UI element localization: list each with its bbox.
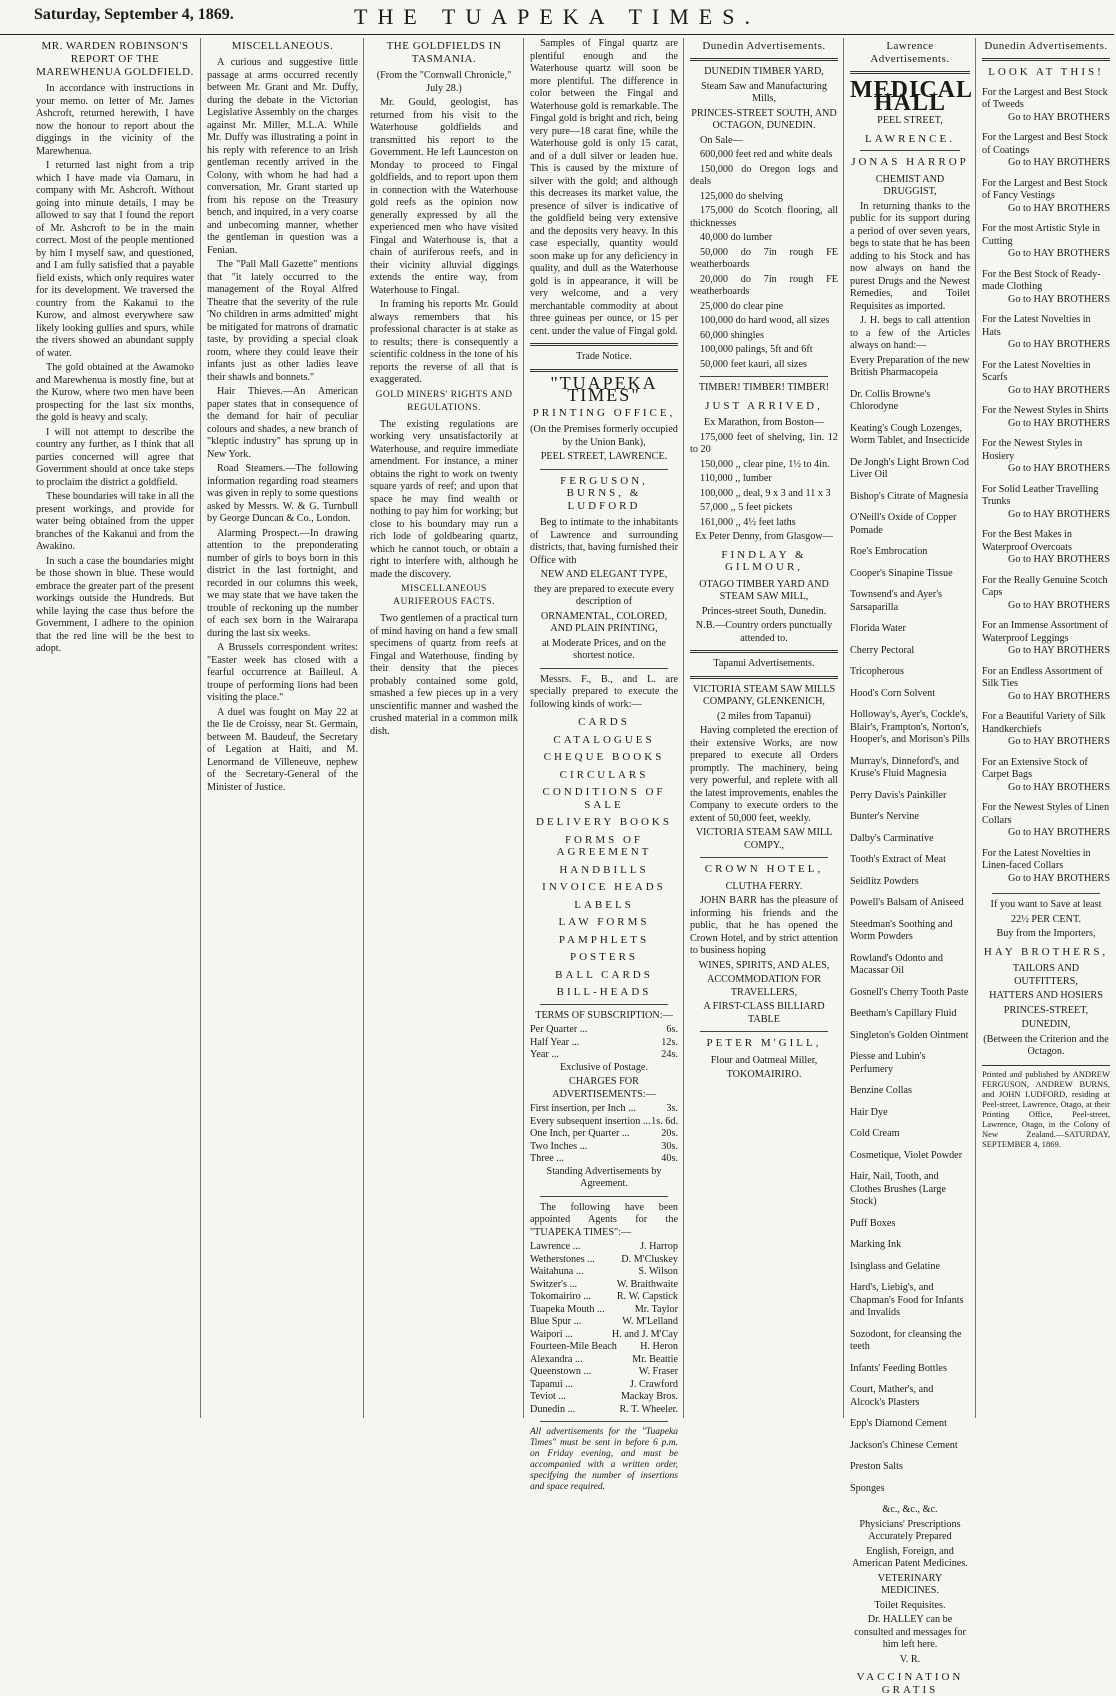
work-item: CONDITIONS OF SALE <box>542 786 666 811</box>
paragraph: A duel was fought on May 22 at the Ile de Croissy, near St. Germain, between M. Baudeuf, the Secretary of Legation at Haiti, and M. Lenormand de Villeneuve, nephew of the Secretary-General of the Minister of Justice. <box>207 706 358 793</box>
agent-row: Tapanui ... J. Crawford <box>530 1378 678 1390</box>
product-item: Steedman's Soothing and Worm Powders <box>850 918 953 942</box>
paragraph: In such a case the boundaries might be those shown in blue. These would embrace the greater part of the present workings outside the Hundreds. But while laying the case thus before the Government, I adhere to the opinion that the red line will be the best to adopt. <box>36 555 194 654</box>
ad-text: English, Foreign, and American Patent Medicines. <box>852 1545 968 1569</box>
column-miscellaneous <box>200 38 364 1418</box>
ad-line: 175,000 feet of shelving, 1in. 12 to 20 <box>690 431 838 455</box>
ad-line: 57,000 ,, 5 feet pickets <box>700 502 793 513</box>
ad-title: TIMBER! TIMBER! TIMBER! <box>698 382 830 393</box>
divider <box>540 1421 668 1422</box>
ad-line: 110,000 ,, lumber <box>700 473 772 484</box>
ad-line: 100,000 palings, 5ft and 6ft <box>700 344 813 355</box>
work-item: CHEQUE BOOKS <box>543 751 665 763</box>
ad-heading: A FIRST-CLASS BILLIARD TABLE <box>703 1001 825 1025</box>
ad-text: N.B.—Country orders punctually attended to. <box>695 620 833 644</box>
ad-text: Ex Marathon, from Boston— <box>704 417 824 428</box>
work-item: INVOICE HEADS <box>542 881 666 893</box>
paragraph: The existing regulations are working very unsatisfactorily at Waterhouse, and require immediate amendment. For instance, a miner obtains the right to work on twenty square yards of reef; and upon that space he may find wealth or nothing to pay him for working; but close to his boundary may run a rich lode of goldbearing quartz, which he cannot touch, or obtain a right to interfere with, although he made the discovery. <box>370 418 518 580</box>
work-item: HANDBILLS <box>559 863 649 876</box>
standing-note: Standing Advertisements by Agreement. <box>546 1165 662 1189</box>
ad-address: TOKOMAIRIRO. <box>726 1069 802 1080</box>
hay-line: For an Endless Assortment of Silk Ties Go to HAY BROTHERS <box>982 665 1110 702</box>
ad-text: Dr. HALLEY can be consulted and messages for him left here. <box>854 1614 966 1650</box>
hay-line: For an Immense Assortment of Waterproof Leggings Go to HAY BROTHERS <box>982 620 1110 656</box>
etc-text: &c., &c., &c. <box>882 1504 938 1515</box>
ad-line: 150,000 ,, clear pine, 1½ to 4in. <box>700 458 830 470</box>
work-item: CATALOGUES <box>553 733 655 746</box>
ad-text: Physicians' Prescriptions Accurately Prepared <box>859 1518 961 1542</box>
agent-row: Blue Spur ... W. M'Lelland <box>530 1316 678 1327</box>
ad-heading: VETERINARY MEDICINES. <box>877 1572 943 1596</box>
product-item: Hard's, Liebig's, and Chapman's Food for Infants and Invalids <box>850 1282 964 1318</box>
paragraph: These boundaries will take in all the present workings, and provide for water being obtained from the upper branches of the Kakanui and from the Awakino. <box>36 491 194 552</box>
ad-text: Toilet Requisites. <box>874 1599 946 1611</box>
terms-row: Half Year ... 12s. <box>530 1036 678 1048</box>
agent-row: Tokomairiro ... R. W. Capstick <box>530 1291 678 1302</box>
ad-heading: HATTERS AND HOSIERS <box>989 990 1103 1001</box>
ad-title: JUST ARRIVED, <box>705 399 823 412</box>
section-title: MISCELLANEOUS. <box>231 40 334 52</box>
column-hay-brothers <box>975 38 1116 1418</box>
product-item: Bunter's Nervine <box>850 811 919 822</box>
agent-row: Teviot ... Mackay Bros. <box>530 1391 678 1402</box>
divider <box>540 1004 668 1005</box>
section-heading: Dunedin Advertisements. <box>984 40 1108 52</box>
charges-row: Every subsequent insertion ... 1s. 6d. <box>530 1115 678 1127</box>
work-item: LABELS <box>574 898 634 911</box>
column-lawrence-ads <box>843 38 976 1696</box>
ad-heading: TAILORS AND OUTFITTERS, <box>1012 963 1080 987</box>
ad-text: On Sale— <box>700 134 743 146</box>
product-item: Rowland's Odonto and Macassar Oil <box>850 952 943 976</box>
divider <box>530 343 678 346</box>
paragraph: The gold obtained at the Awamoko and Marewhenua is mostly fine, but at the Kurow, where two men have been prospecting for the last six months, the gold is heavy and scaly. <box>36 362 194 423</box>
agent-row: Queenstown ... W. Fraser <box>530 1366 678 1377</box>
ad-subtitle: Flour and Oatmeal Miller, <box>710 1054 818 1066</box>
product-item: Hood's Corn Solvent <box>850 687 936 699</box>
charges-row: Three ... 40s. <box>530 1153 678 1164</box>
ad-text: JOHN BARR has the pleasure of informing his friends and the public, that he has opened the Crown Hotel, and by strict attention to business hoping <box>690 895 838 956</box>
notes-text: All advertisements for the "Tuapeka Times" must be sent in before 6 p.m. on Friday evening, and must be accompanied with a written order, specifying the number of insertions and space required. <box>530 1427 678 1492</box>
product-item: Roe's Embrocation <box>850 546 928 557</box>
paragraph: Hair Thieves.—An American paper states that in consequence of the demand for hair of peculiar colours and shades, a new branch of "kleptic industry" has sprung up in New York. <box>207 386 358 460</box>
section-heading: Lawrence Advertisements. <box>870 40 950 65</box>
article-title: MR. WARDEN ROBINSON'S REPORT OF THE MAREWHENUA GOLDFIELD. <box>36 40 194 78</box>
paragraph: I will not attempt to describe the country any further, as I think that all parties concerned will agree that Government should at once take steps to proclaim the district a goldfield. <box>36 426 194 488</box>
ad-line: 50,000 feet kauri, all sizes <box>700 358 807 370</box>
hay-line: For an Extensive Stock of Carpet Bags Go to HAY BROTHERS <box>982 756 1110 793</box>
ad-address: DUNEDIN, <box>1021 1019 1071 1030</box>
masthead <box>0 0 1114 35</box>
ad-signature: VICTORIA STEAM SAW MILL COMPY., <box>695 827 833 851</box>
ad-headline: LOOK AT THIS! <box>988 66 1104 78</box>
ad-line: 600,000 feet red and white deals <box>700 149 833 160</box>
charges-title: CHARGES FOR ADVERTISEMENTS:— <box>552 1076 656 1100</box>
paragraph: Mr. Gould, geologist, has returned from his visit to the Waterhouse goldfields and transmitted his report to the Government. He left Launceston on Monday to proceed to Fingal goldfields, and to report upon them in connection with the Waterhouse gold reefs as the opinion now generally expressed by all the experienced men who have visited Fingal and Waterhouse is, that a chain of auriferous reefs, and in their vicinity alluvial diggings extends the entire way, from Waterhouse to Fingal. <box>370 97 518 296</box>
work-item: BALL CARDS <box>555 968 653 981</box>
product-item: Infants' Feeding Bottles <box>850 1362 947 1374</box>
product-item: Florida Water <box>850 623 906 634</box>
product-item: Epp's Diamond Cement <box>850 1418 947 1429</box>
postage-note: Exclusive of Postage. <box>560 1061 648 1073</box>
colophon: Printed and published by ANDREW FERGUSON, ANDREW BURNS, and JOHN LUDFORD, residing at Peel-street, Lawrence, Otago, at their Printing Office, Peel-street, Lawrence, Otago, in the Colony of New Zealand.—SATURDAY, SEPTEMBER 4, 1869. <box>982 1065 1110 1149</box>
street-address: PEEL STREET, LAWRENCE. <box>540 451 668 462</box>
vr-mark: V. R. <box>899 1653 921 1665</box>
paragraph: Samples of Fingal quartz are plentiful enough and the Waterhouse quartz will soon be more plentiful. The difference in color between the Fingal and Waterhouse gold is remarkable. The Fingal gold is bright and rich, being very pure—18 carat fine, while the Waterhouse gold is only 15 carat, and of a dull silver or leaden hue. This is caused by the mixture of silver with the gold; and although this decreases its market value, the presence of silver is indicative of the goldfield being very extensive and the deposits very heavy. In this case especially, quantity would soon make up for any deficiency in quality, and dull as the Waterhouse gold is in appearance, it will be very welcome, and a very merchantable commodity at about three guineas per ounce, or 15 per cent. under the value of Fingal gold. <box>530 38 678 337</box>
ad-line: 25,000 do clear pine <box>700 300 784 312</box>
product-item: Cherry Pectoral <box>850 644 915 656</box>
paragraph: I returned last night from a trip which I have made via Oamaru, in company with Mr. Ashcroft. Without going into minute details, I may be allowed to say that I found the report of Mr. Ashcroft to be in the main correct. Most of the people mentioned by him I myself saw, and questioned, and I am fully satisfied that a payable field exists, which only requires water for its development. We traversed the country from the Kakanui to the Kurow, and almost everywhere saw likely looking gullies and spurs, while the rivers showed an abundant supply of water. <box>36 160 194 359</box>
ad-heading: 22½ PER CENT. <box>1011 913 1081 925</box>
product-item: Cold Cream <box>850 1128 900 1139</box>
ad-line: 150,000 do Oregon logs and deals <box>690 163 838 187</box>
product-item: Townsend's and Ayer's Sarsaparilla <box>850 589 942 613</box>
ad-address: PEEL STREET, <box>877 115 943 126</box>
paragraph: at Moderate Prices, and on the shortest notice. <box>542 637 666 661</box>
firm-name: FERGUSON, BURNS, & LUDFORD <box>560 474 648 512</box>
work-item: POSTERS <box>569 951 639 963</box>
charges-row: One Inch, per Quarter ... 20s. <box>530 1128 678 1139</box>
product-item: Bishop's Citrate of Magnesia <box>850 490 969 502</box>
agent-row: Alexandra ... Mr. Beattie <box>530 1353 678 1365</box>
product-item: Murray's, Dinneford's, and Kruse's Fluid Magnesia <box>850 755 959 779</box>
divider <box>530 369 678 372</box>
divider <box>540 668 668 669</box>
hay-line: For the most Artistic Style in Cutting Go to HAY BROTHERS <box>982 223 1110 259</box>
divider <box>690 676 838 679</box>
ad-heading: VACCINATION GRATIS <box>856 1671 964 1696</box>
brand-title: "TUAPEKA TIMES" <box>550 372 658 405</box>
ad-line: 161,000 ,, 4½ feet laths <box>700 516 796 528</box>
paragraph: Messrs. F., B., and L. are specially prepared to execute the following kinds of work:— <box>530 673 678 710</box>
subheading: GOLD MINERS' RIGHTS AND REGULATIONS. <box>375 389 513 413</box>
ad-title: FINDLAY & GILMOUR, <box>721 548 807 573</box>
chemist-trade: CHEMIST AND DRUGGIST, <box>875 173 945 197</box>
agent-row: Waitahuna ... S. Wilson <box>530 1266 678 1277</box>
charges-row: First insertion, per Inch ... 3s. <box>530 1103 678 1114</box>
ornamental-heading: ORNAMENTAL, COLORED, AND PLAIN PRINTING, <box>540 610 668 634</box>
ad-line: 60,000 shingles <box>700 329 764 341</box>
divider <box>982 58 1110 61</box>
section-heading: Dunedin Advertisements. <box>702 40 826 52</box>
product-item: Court, Mather's, and Alcock's Plasters <box>850 1384 934 1408</box>
column-warden-report <box>30 38 200 1418</box>
work-item: CARDS <box>578 716 630 728</box>
ad-line: 100,000 ,, deal, 9 x 3 and 11 x 3 <box>700 487 831 499</box>
product-item: Keating's Cough Lozenges, Worm Tablet, and Insecticide <box>850 422 970 446</box>
divider <box>690 650 838 653</box>
product-item: Jackson's Chinese Cement <box>850 1439 958 1451</box>
work-item: PAMPHLETS <box>558 933 650 946</box>
ad-subtitle: OTAGO TIMBER YARD AND STEAM SAW MILL, <box>699 578 829 602</box>
product-item: Cooper's Sinapine Tissue <box>850 567 953 579</box>
medical-hall-title: MEDICAL HALL <box>850 77 974 116</box>
ad-line: 20,000 do 7in rough FE weatherboards <box>690 273 838 297</box>
product-item: Perry Davis's Painkiller <box>850 789 947 801</box>
ad-line: 125,000 do shelving <box>700 190 783 202</box>
paragraph: Alarming Prospect.—In drawing attention to the preponderating number of girls to boys born in this district in the last fortnight, and recorded in our columns this week, we may state that we have taken the trouble of reckoning up the number of each sex born in the Wairarapa during the last six weeks. <box>207 527 358 639</box>
product-item: Beetham's Capillary Fluid <box>850 1008 957 1019</box>
divider <box>540 1196 668 1197</box>
hay-line: For the Newest Styles in Shirts Go to HAY BROTHERS <box>982 405 1110 429</box>
product-item: Powell's Balsam of Aniseed <box>850 897 964 908</box>
hay-line: For the Really Genuine Scotch Caps Go to HAY BROTHERS <box>982 574 1110 611</box>
product-item: Isinglass and Gelatine <box>850 1260 940 1272</box>
column-printing-office <box>523 38 684 1492</box>
paragraph: A curious and suggestive little passage at arms occurred recently between Mr. Grant and Mr. Duffy, during the debate in the Victorian Legislative Assembly on the charges against Mr. Miller, M.L.A. While Mr. Duffy was illustrating a point in his reply with reference to an Irish gentleman recently arrived in the Colony, with whom he had had a conversation, Mr. Grant started up from his repose on the Treasury bench, and inquired, in a very coarse and unbecoming manner, whether the gentleman in question was a Fenian. <box>207 57 358 256</box>
ad-address: PRINCES-STREET SOUTH, AND OCTAGON, DUNEDIN. <box>691 107 837 131</box>
agent-row: Dunedin ... R. T. Wheeler. <box>530 1403 678 1415</box>
product-item: Marking Ink <box>850 1239 902 1250</box>
ad-address: Princes-street South, Dunedin. <box>701 605 827 617</box>
hay-line: For the Largest and Best Stock of Fancy Vestings Go to HAY BROTHERS <box>982 177 1110 214</box>
product-item: O'Neill's Oxide of Copper Pomade <box>850 512 957 536</box>
terms-row: Year ... 24s. <box>530 1049 678 1060</box>
work-item: FORMS OF AGREEMENT <box>556 833 652 858</box>
ad-text: If you want to Save at least <box>990 899 1102 910</box>
hay-line: For Solid Leather Travelling Trunks Go to HAY BROTHERS <box>982 483 1110 520</box>
agent-row: Switzer's ... W. Braithwaite <box>530 1278 678 1290</box>
product-item: Puff Boxes <box>850 1217 896 1229</box>
section-heading: Tapanui Advertisements. <box>713 658 815 669</box>
work-item: DELIVERY BOOKS <box>535 816 672 828</box>
paragraph: they are prepared to execute every description of <box>534 583 674 607</box>
hay-line: For the Largest and Best Stock of Tweeds Go to HAY BROTHERS <box>982 86 1110 123</box>
agent-row: Wetherstones ... D. M'Cluskey <box>530 1253 678 1265</box>
ad-line: 50,000 do 7in rough FE weatherboards <box>690 246 838 270</box>
product-item: Piesse and Lubin's Perfumery <box>850 1051 926 1075</box>
hay-line: For the Best Stock of Ready-made Clothing Go to HAY BROTHERS <box>982 268 1110 305</box>
paragraph: Road Steamers.—The following information regarding road steamers was given in reply to some questions asked by Messrs. W. & G. Turnbull by George Duncan & Co., London. <box>207 463 358 524</box>
hay-line: For the Latest Novelties in Linen-faced Collars Go to HAY BROTHERS <box>982 847 1110 884</box>
product-item: Cosmetique, Violet Powder <box>850 1149 963 1161</box>
terms-title: TERMS OF SUBSCRIPTION:— <box>535 1009 673 1021</box>
ad-address: PRINCES-STREET, <box>1003 1004 1089 1016</box>
ad-subtitle: CLUTHA FERRY. <box>725 880 803 892</box>
agent-row: Fourteen-Mile Beach H. Heron <box>530 1341 678 1352</box>
terms-row: Per Quarter ... 6s. <box>530 1024 678 1035</box>
ad-text: In returning thanks to the public for its support during a period of over seven years, begs to state that he has been adding to his Stock and has now always on hand the purest Drugs and the Newest Remedies, and Toilet Requisites as imported. <box>850 200 970 312</box>
ad-heading: ACCOMMODATION FOR TRAVELLERS, <box>706 974 822 998</box>
product-item: Singleton's Golden Ointment <box>850 1029 969 1041</box>
agent-row: Lawrence ... J. Harrop <box>530 1241 678 1252</box>
product-item: Tricopherous <box>850 666 904 677</box>
chemist-name: JONAS HARROP <box>851 156 969 168</box>
article-title: THE GOLDFIELDS IN TASMANIA. <box>386 40 502 65</box>
paragraph: A Brussels correspondent writes: "Easter week has closed with a fearful occurrence at Bailleul. A troupe of performing lions had been visiting the place." <box>207 642 358 703</box>
section-heading: Trade Notice. <box>576 351 632 362</box>
office-heading: PRINTING OFFICE, <box>532 406 676 419</box>
article-source: (From the "Cornwall Chronicle," July 28.) <box>376 70 512 94</box>
charges-row: Two Inches ... 30s. <box>530 1140 678 1152</box>
work-item: LAW FORMS <box>558 916 650 928</box>
divider <box>700 376 828 377</box>
subheading: MISCELLANEOUS AURIFEROUS FACTS. <box>393 584 495 607</box>
ad-title: CROWN HOTEL, <box>704 863 824 875</box>
product-item: Gosnell's Cherry Tooth Paste <box>850 986 969 998</box>
product-item: Sozodont, for cleansing the teeth <box>850 1328 962 1352</box>
issue-date: Saturday, September 4, 1869. <box>34 6 234 23</box>
product-item: Preston Salts <box>850 1461 903 1472</box>
product-item: Seidlitz Powders <box>850 875 919 887</box>
product-item: Benzine Collas <box>850 1085 912 1096</box>
paragraph: The "Pall Mall Gazette" mentions that "it lately occurred to the management of the Royal Alfred Theatre that the severity of the rule 'No children in arms admitted' might be mitigated for matrons of dramatic taste, by providing a special cloak room, where they could leave their infants just as other ladies leave their shawls and bonnets." <box>207 259 358 383</box>
ad-title: DUNEDIN TIMBER YARD, <box>704 66 824 77</box>
product-item: Holloway's, Ayer's, Cockle's, Blair's, Frampton's, Norton's, Hooper's, and Morison's Pills <box>850 709 970 745</box>
ad-text: Buy from the Importers, <box>996 928 1096 939</box>
ad-address: (Between the Criterion and the Octagon. <box>983 1033 1109 1057</box>
product-item: Dr. Collis Browne's Chlorodyne <box>850 388 931 412</box>
divider <box>850 71 970 74</box>
type-heading: NEW AND ELEGANT TYPE, <box>540 569 668 580</box>
ad-title: VICTORIA STEAM SAW MILLS COMPANY, GLENKENICH, <box>692 683 836 707</box>
hay-line: For the Newest Styles of Linen Collars Go to HAY BROTHERS <box>982 802 1110 838</box>
paragraph: Beg to intimate to the inhabitants of Lawrence and surrounding districts, that, having furnished their Office with <box>530 517 678 566</box>
ad-line: 100,000 do hard wood, all sizes <box>700 315 830 326</box>
ad-text: J. H. begs to call attention to a few of the Articles always on hand:— <box>850 315 970 351</box>
agent-row: Tuapeka Mouth ... Mr. Taylor <box>530 1303 678 1315</box>
product-item: Every Preparation of the new British Pharmacopeia <box>850 354 970 378</box>
ad-subtitle: Steam Saw and Manufacturing Mills, <box>701 80 827 104</box>
divider <box>540 469 668 470</box>
product-item: Dalby's Carminative <box>850 832 934 844</box>
product-item: Hair, Nail, Tooth, and Clothes Brushes (Large Stock) <box>850 1171 947 1207</box>
product-item: Tooth's Extract of Meat <box>850 854 946 865</box>
column-dunedin-ads <box>683 38 844 1418</box>
ad-line: 175,000 do Scotch flooring, all thicknesses <box>690 205 838 229</box>
product-item: Hair Dye <box>850 1106 888 1118</box>
firm-name: HAY BROTHERS, <box>983 945 1109 958</box>
work-item: CIRCULARS <box>559 768 649 781</box>
ad-text: Having completed the erection of their extensive Works, are now prepared to execute all Orders promptly. The machinery, being very powerful, and replete with all the latest improvements, enables the Company to execute orders to the extent of 50,000 feet, weekly. <box>690 725 838 824</box>
premises-text: (On the Premises formerly occupied by the Union Bank), <box>530 424 678 448</box>
ad-subtitle: (2 miles from Tapanui) <box>717 710 811 722</box>
divider <box>992 893 1100 894</box>
column-goldfields <box>363 38 524 1418</box>
ad-title: PETER M'GILL, <box>706 1037 822 1049</box>
ad-heading: WINES, SPIRITS, AND ALES, <box>698 959 830 971</box>
divider <box>690 58 838 61</box>
ad-line: 40,000 do lumber <box>700 232 773 243</box>
hay-line: For the Newest Styles in Hosiery Go to HAY BROTHERS <box>982 438 1110 474</box>
hay-line: For the Largest and Best Stock of Coatings Go to HAY BROTHERS <box>982 132 1110 168</box>
divider <box>860 150 960 151</box>
product-item: Sponges <box>850 1482 885 1494</box>
newspaper-title: THE TUAPEKA TIMES. <box>354 4 760 29</box>
agent-row: Waipori ... H. and J. M'Cay <box>530 1328 678 1340</box>
paragraph: In accordance with instructions in your memo. on letter of Mr. James Ashcroft, returned herewith, I have now the honour to report about the diggings in the vicinity of the Marewhenua. <box>36 83 194 157</box>
hay-line: For the Latest Novelties in Hats Go to HAY BROTHERS <box>982 314 1110 350</box>
divider <box>700 1031 828 1032</box>
hay-line: For a Beautiful Variety of Silk Handkerchiefs Go to HAY BROTHERS <box>982 711 1110 747</box>
hay-line: For the Latest Novelties in Scarfs Go to HAY BROTHERS <box>982 359 1110 396</box>
paragraph: In framing his reports Mr. Gould always remembers that his professional character is at stake as to results; there is consequently a scientific coldness in the tone of his reports the reverse of all that is exaggerated. <box>370 299 518 385</box>
paragraph: Two gentlemen of a practical turn of mind having on hand a few small specimens of quartz from reefs at Fingal and Waterhouse, finding by their density that the pieces probably contained some gold, smashed a few pieces up in a very unscientific manner and washed the crushed material in a common milk dish. <box>370 613 518 737</box>
hay-line: For the Best Makes in Waterproof Overcoats Go to HAY BROTHERS <box>982 529 1110 565</box>
product-item: De Jongh's Light Brown Cod Liver Oil <box>850 456 969 480</box>
work-item: BILL-HEADS <box>556 986 652 998</box>
divider <box>700 857 828 858</box>
ad-text: Ex Peter Denny, from Glasgow— <box>695 531 833 542</box>
ad-town: LAWRENCE. <box>865 132 955 145</box>
agents-title: The following have been appointed Agents for the "TUAPEKA TIMES":— <box>530 1201 678 1238</box>
